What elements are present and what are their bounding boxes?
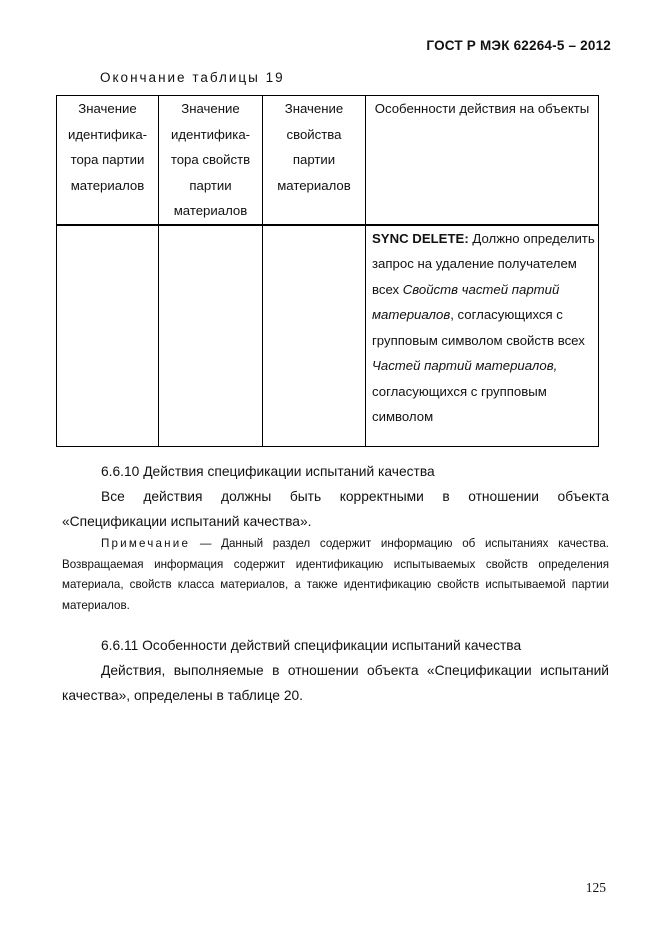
desc-text-2: , согласующихся с групповым символом свойств всех [372, 307, 585, 348]
column-header-lot-id: Значение идентифика-тора партии материалов [57, 96, 159, 225]
table-cell-property-value [263, 225, 366, 447]
desc-text-3: согласующихся с групповым символом [372, 383, 547, 424]
table-19-continuation [56, 95, 599, 447]
table-cell-property-id [159, 225, 263, 447]
page-number: 125 [585, 880, 606, 895]
section-heading-6-6-10: 6.6.10 Действия спецификации испытаний качества [101, 464, 435, 479]
table-cell-action-features [366, 225, 599, 447]
desc-italic-2: Частей партий материалов, [372, 358, 558, 373]
table-row [57, 225, 599, 447]
desc-italic-1: Свойств частей партий материалов [372, 281, 560, 322]
keyword-sync-delete: SYNC DELETE: [372, 230, 469, 246]
note-label: Примечание [101, 537, 191, 550]
document-header: ГОСТ Р МЭК 62264-5 – 2012 [426, 38, 611, 53]
table-caption: Окончание таблицы 19 [100, 70, 285, 85]
table-cell-lot-id [57, 225, 159, 447]
desc-text-1: Должно определить запрос на удаление получателем всех [372, 230, 595, 297]
section-paragraph-6-6-11: Действия, выполняемые в отношении объекта «Спецификации испытаний качества», определены в таблице 20. [62, 663, 609, 703]
note-text: — Данный раздел содержит информацию об испытаниях качества. Возвращаемая информация содержит идентификацию испытываемых свойств определения материала, свойств класса материалов, а также идентификацию свойств испытываемой партии материалов. [62, 537, 609, 612]
note-block [62, 534, 609, 616]
column-header-action-features: Особенности действия на объекты [366, 96, 599, 225]
column-header-property-id: Значение идентифика-тора свойств партии материалов [159, 96, 263, 225]
section-paragraph-6-6-10: Все действия должны быть корректными в отношении объекта «Спецификации испытаний качества». [62, 489, 609, 529]
table-header-row [57, 96, 599, 225]
column-header-property-value: Значение свойства партии материалов [263, 96, 366, 225]
section-heading-6-6-11: 6.6.11 Особенности действий спецификации испытаний качества [101, 638, 522, 653]
